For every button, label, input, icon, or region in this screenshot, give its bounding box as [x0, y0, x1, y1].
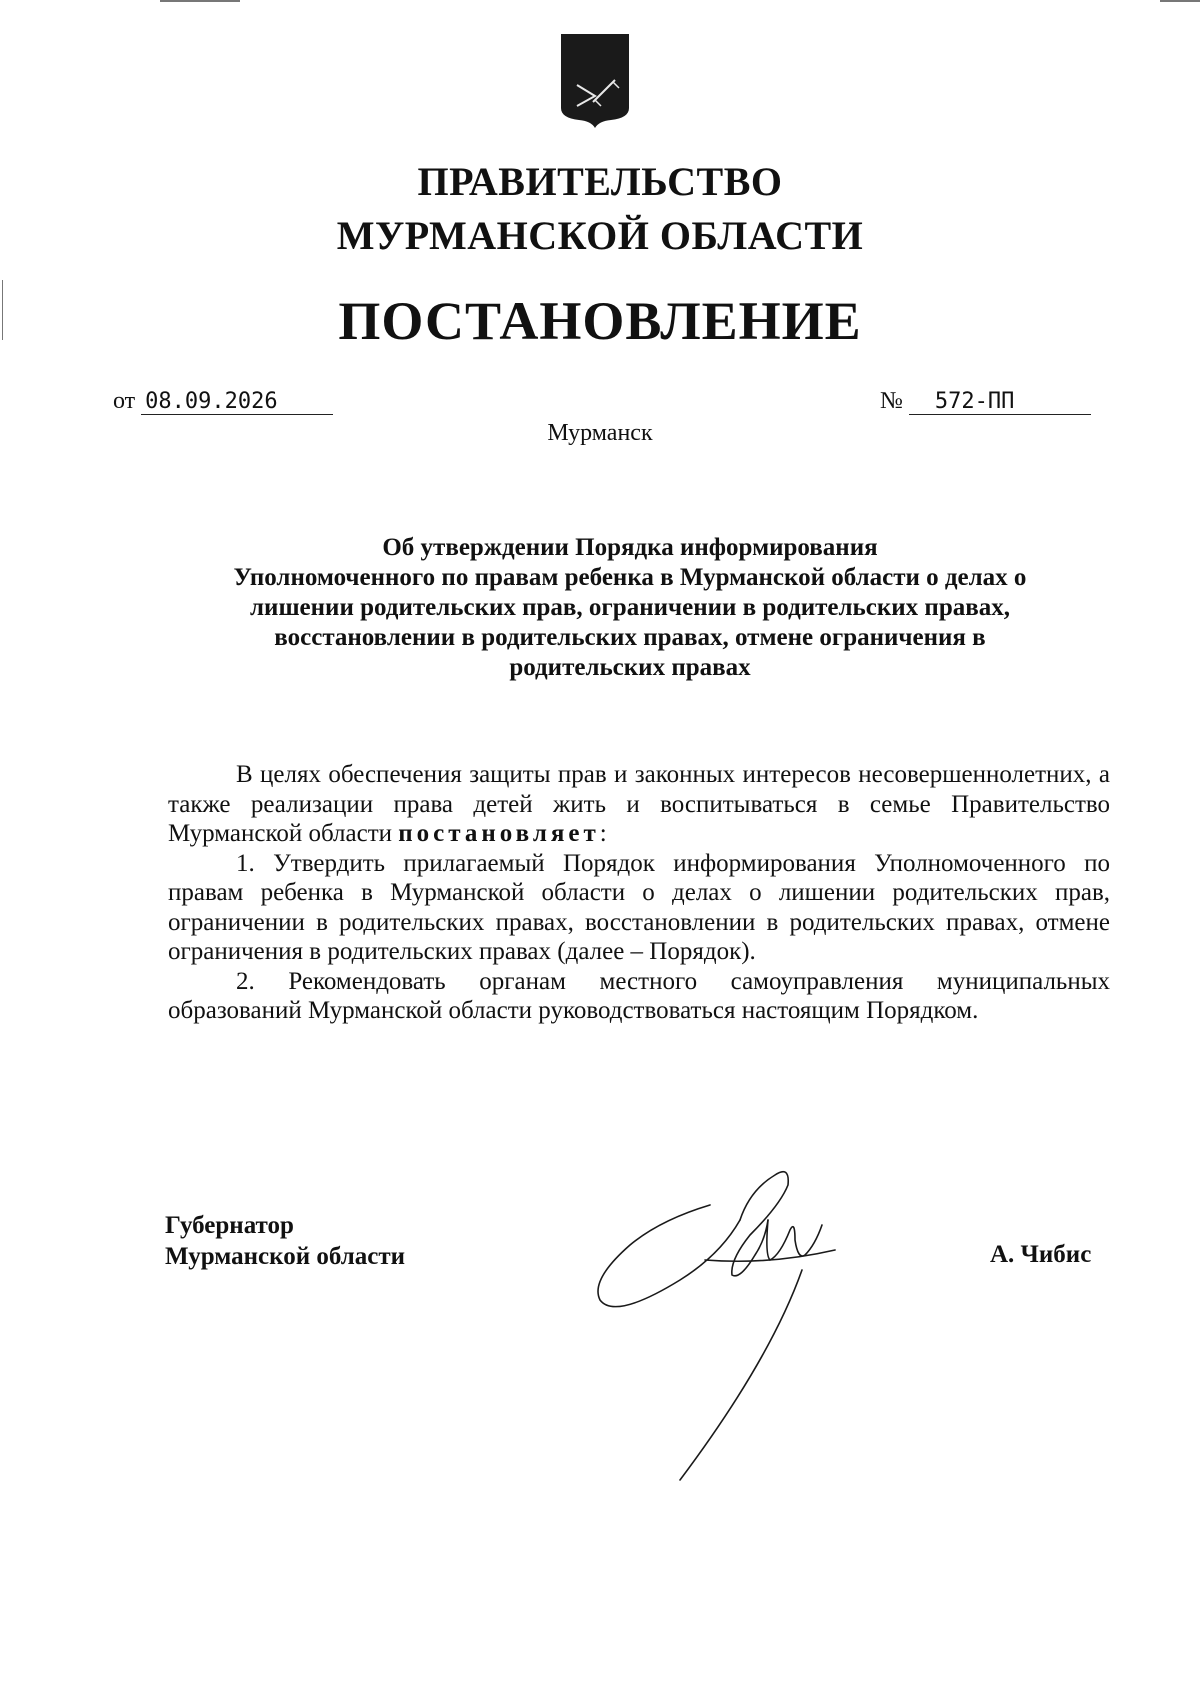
signer-role — [165, 1210, 405, 1272]
subject-line: восстановлении в родительских правах, отмене ограничения в — [274, 624, 986, 651]
date-prefix: от — [113, 388, 136, 414]
subject-line: лишении родительских прав, ограничении в родительских правах, — [250, 594, 1010, 621]
subject-line: родительских правах — [509, 654, 751, 681]
document-number — [880, 388, 1091, 415]
signature-icon — [590, 1160, 890, 1490]
government-title-line2: МУРМАНСКОЙ ОБЛАСТИ — [336, 213, 864, 258]
body-intro-paragraph — [168, 760, 1110, 849]
document-type: ПОСТАНОВЛЕНИЕ — [338, 291, 862, 351]
signer-name: А. Чибис — [990, 1241, 1092, 1268]
date-value: 08.09.2026 — [141, 389, 333, 415]
document-date — [113, 388, 333, 415]
scan-edge-top — [160, 0, 240, 2]
body-item-1: 1. Утвердить прилагаемый Порядок информирования Уполномоченного по правам ребенка в Мурманской области о делах о лишении родительских прав, ограничении в родительских правах, восстановлении в родительских правах, отмене ограничения в родительских правах (далее – Порядок). — [168, 849, 1110, 965]
resolves-word: постановляет — [398, 820, 600, 847]
signer-role-line2: Мурманской области — [165, 1243, 406, 1270]
scan-edge-top-right — [1160, 0, 1200, 2]
resolves-colon: : — [599, 820, 607, 847]
subject-line: Уполномоченного по правам ребенка в Мурманской области о делах о — [233, 564, 1027, 591]
signer-role-line1: Губернатор — [165, 1212, 294, 1239]
government-title-line1: ПРАВИТЕЛЬСТВО — [417, 159, 783, 204]
number-prefix: № — [880, 388, 903, 414]
document-subject — [160, 533, 1100, 683]
number-value: 572-ПП — [909, 389, 1091, 415]
coat-of-arms-icon — [555, 30, 635, 130]
subject-line: Об утверждении Порядка информирования — [382, 534, 878, 561]
government-title — [0, 155, 1200, 263]
document-body — [168, 760, 1110, 1026]
body-intro: В целях обеспечения защиты прав и законных интересов несовершеннолетних, а также реализации права детей жить и воспитываться в семье Правительство Мурманской области — [168, 761, 1110, 847]
city: Мурманск — [547, 420, 653, 446]
body-item-2: 2. Рекомендовать органам местного самоуправления муниципальных образований Мурманской области руководствоваться настоящим Порядком. — [168, 967, 1110, 1024]
